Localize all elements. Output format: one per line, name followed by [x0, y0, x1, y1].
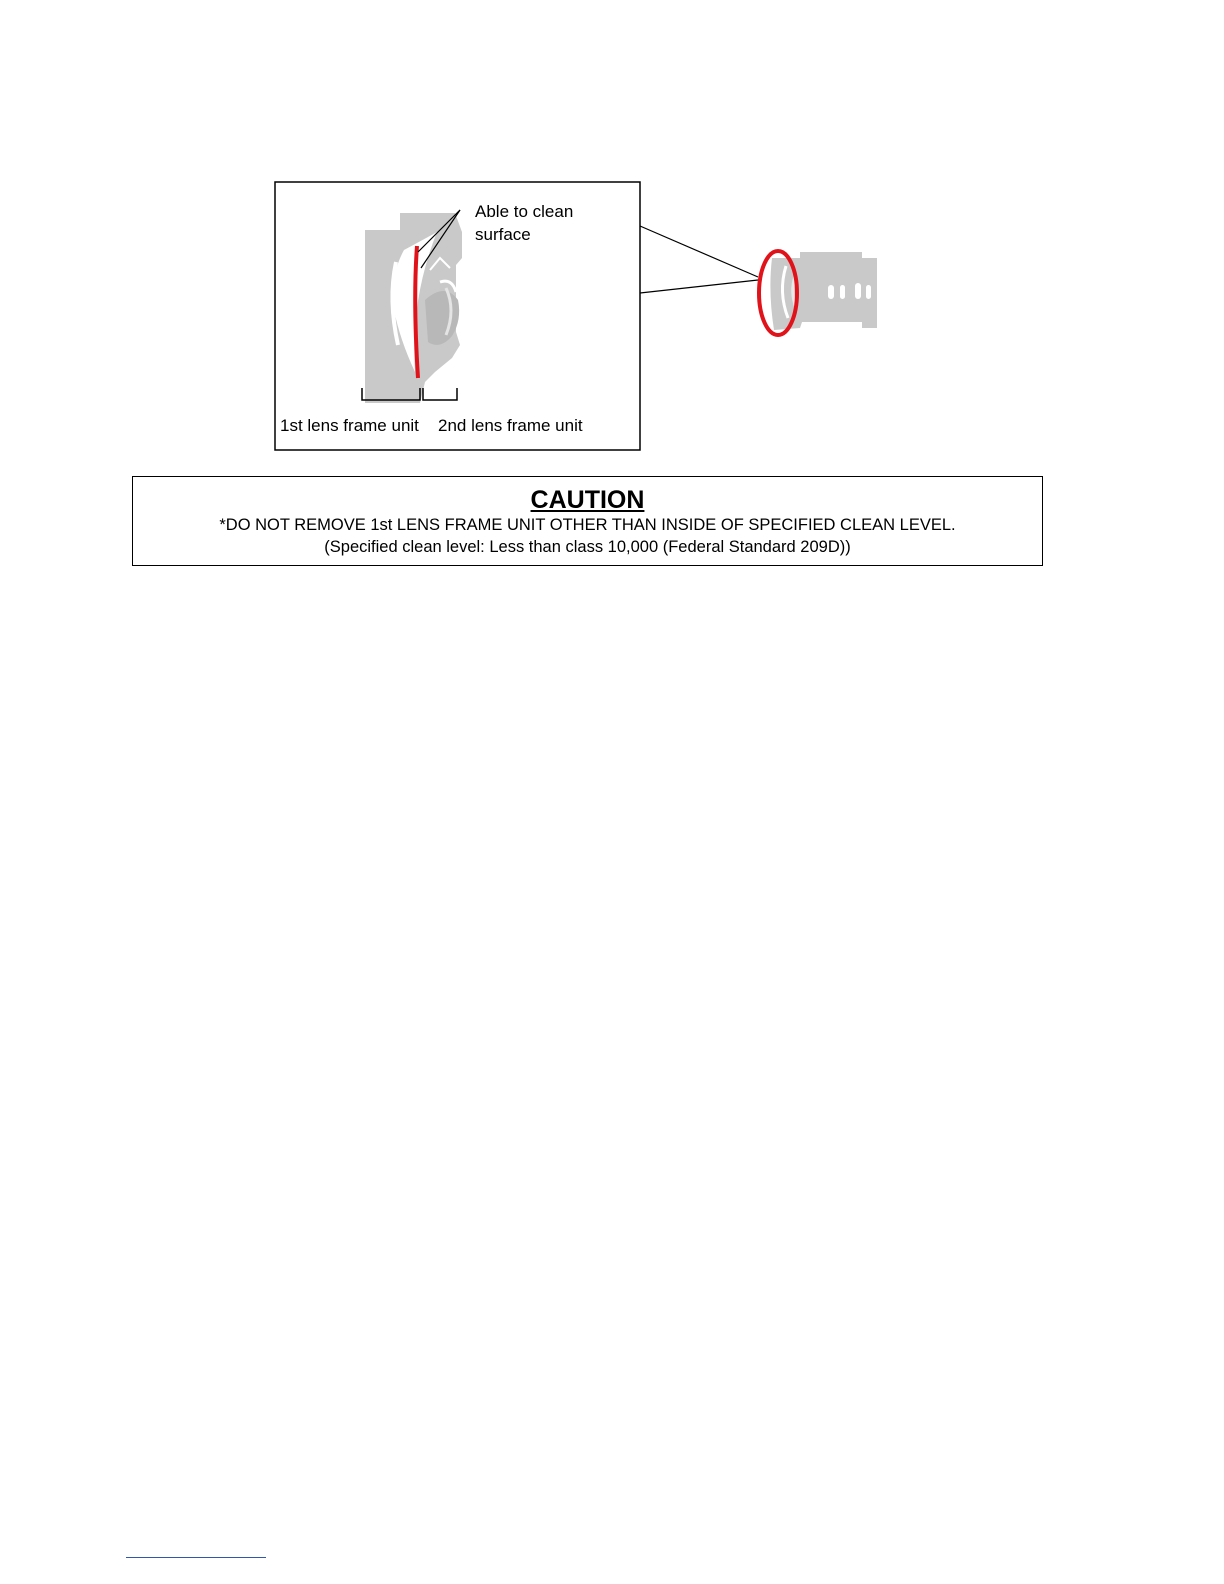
first-lens-frame-label: 1st lens frame unit: [280, 416, 419, 435]
lens-barrel: [770, 252, 877, 330]
caution-warning-line: *DO NOT REMOVE 1st LENS FRAME UNIT OTHER THAN INSIDE OF SPECIFIED CLEAN LEVEL.: [219, 516, 956, 534]
caution-title: CAUTION: [530, 486, 645, 514]
footer-rule: [126, 1557, 266, 1558]
second-lens-frame-label: 2nd lens frame unit: [438, 416, 583, 435]
callout-label-line2: surface: [475, 225, 531, 244]
caution-clean-level-line: (Specified clean level: Less than class 10,000 (Federal Standard 209D)): [324, 538, 851, 556]
zoom-line-upper: [640, 226, 758, 277]
callout-label-line1: Able to clean: [475, 202, 574, 221]
zoom-line-lower: [640, 280, 758, 293]
caution-box: [132, 476, 1043, 566]
